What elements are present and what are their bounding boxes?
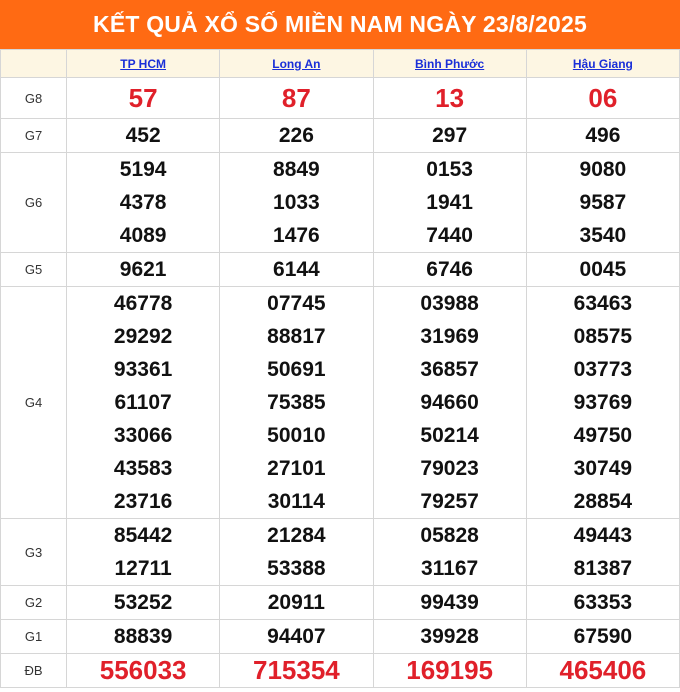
result-number: 43583 bbox=[113, 457, 173, 480]
prize-row bbox=[1, 654, 680, 688]
result-number: 452 bbox=[125, 124, 161, 147]
result-cell bbox=[373, 119, 526, 153]
prize-label: G2 bbox=[1, 586, 67, 620]
result-number: 63353 bbox=[573, 591, 633, 614]
result-cell bbox=[526, 287, 679, 519]
result-number: 6144 bbox=[273, 258, 320, 281]
result-cell bbox=[220, 519, 373, 586]
result-number: 94407 bbox=[267, 625, 326, 648]
result-number: 49443 bbox=[573, 524, 633, 547]
result-number: 13 bbox=[435, 82, 465, 113]
result-number: 39928 bbox=[420, 625, 479, 648]
result-cell bbox=[373, 654, 526, 688]
province-link-binh-phuoc[interactable]: Bình Phước bbox=[415, 56, 485, 71]
result-number: 5194 bbox=[119, 158, 167, 181]
result-cell bbox=[67, 654, 220, 688]
result-number: 27101 bbox=[267, 457, 326, 480]
prize-row bbox=[1, 620, 680, 654]
result-number: 85442 bbox=[113, 524, 173, 547]
result-number: 81387 bbox=[573, 557, 633, 580]
prize-row bbox=[1, 78, 680, 119]
result-cell bbox=[373, 253, 526, 287]
result-number: 08575 bbox=[573, 325, 633, 348]
result-number: 1033 bbox=[273, 191, 320, 214]
result-cell bbox=[526, 586, 679, 620]
result-cell bbox=[220, 654, 373, 688]
prize-row bbox=[1, 519, 680, 586]
result-cell bbox=[373, 153, 526, 253]
result-number: 226 bbox=[278, 124, 314, 147]
result-number: 53252 bbox=[113, 591, 173, 614]
result-cell bbox=[220, 620, 373, 654]
province-link-tp-hcm[interactable]: TP HCM bbox=[120, 56, 167, 71]
prize-row bbox=[1, 287, 680, 519]
prize-row bbox=[1, 119, 680, 153]
result-number: 99439 bbox=[420, 591, 479, 614]
prize-label: G7 bbox=[1, 119, 67, 153]
result-number: 29292 bbox=[113, 325, 173, 348]
result-cell bbox=[526, 153, 679, 253]
result-cell bbox=[67, 519, 220, 586]
result-number: 496 bbox=[585, 124, 621, 147]
result-number: 31167 bbox=[421, 557, 479, 580]
result-cell bbox=[373, 287, 526, 519]
result-cell bbox=[220, 119, 373, 153]
result-cell bbox=[220, 78, 373, 119]
prize-label: G1 bbox=[1, 620, 67, 654]
result-cell bbox=[526, 119, 679, 153]
result-number: 9587 bbox=[579, 191, 627, 214]
result-number: 88817 bbox=[267, 325, 326, 348]
result-number: 07745 bbox=[267, 292, 326, 315]
prize-label: G5 bbox=[1, 253, 67, 287]
result-number: 20911 bbox=[267, 591, 325, 614]
result-number: 88839 bbox=[113, 625, 173, 648]
page-title: KẾT QUẢ XỔ SỐ MIỀN NAM NGÀY 23/8/2025 bbox=[0, 0, 680, 49]
result-number: 06 bbox=[588, 82, 618, 113]
result-cell bbox=[67, 153, 220, 253]
result-number: 297 bbox=[432, 124, 468, 147]
result-cell bbox=[373, 78, 526, 119]
result-number: 30749 bbox=[573, 457, 633, 480]
prize-row bbox=[1, 153, 680, 253]
province-cell bbox=[373, 50, 526, 78]
result-cell bbox=[373, 586, 526, 620]
province-cell bbox=[67, 50, 220, 78]
result-number: 67590 bbox=[573, 625, 633, 648]
results-table bbox=[0, 49, 680, 688]
province-link-hau-giang[interactable]: Hậu Giang bbox=[572, 56, 633, 71]
province-link-long-an[interactable]: Long An bbox=[272, 56, 321, 71]
province-header-row bbox=[1, 50, 680, 78]
result-cell bbox=[220, 153, 373, 253]
prize-label: G6 bbox=[1, 153, 67, 253]
result-number: 1941 bbox=[426, 191, 473, 214]
result-cell bbox=[526, 620, 679, 654]
result-number: 0045 bbox=[579, 258, 627, 281]
result-number: 4089 bbox=[119, 224, 167, 247]
province-cell bbox=[220, 50, 373, 78]
result-number: 21284 bbox=[267, 524, 326, 547]
result-number: 31969 bbox=[420, 325, 479, 348]
result-number: 94660 bbox=[420, 391, 479, 414]
result-number: 03773 bbox=[573, 358, 633, 381]
result-number: 05828 bbox=[420, 524, 479, 547]
result-cell bbox=[67, 253, 220, 287]
result-number: 46778 bbox=[113, 292, 173, 315]
result-number: 33066 bbox=[113, 424, 173, 447]
result-cell bbox=[526, 519, 679, 586]
result-number: 57 bbox=[128, 82, 158, 113]
result-number: 53388 bbox=[267, 557, 326, 580]
result-number: 4378 bbox=[119, 191, 167, 214]
result-cell bbox=[220, 287, 373, 519]
result-number: 79023 bbox=[420, 457, 479, 480]
prize-label: G3 bbox=[1, 519, 67, 586]
result-number: 556033 bbox=[99, 655, 187, 685]
result-number: 7440 bbox=[426, 224, 473, 247]
result-number: 30114 bbox=[267, 490, 325, 513]
result-number: 50214 bbox=[420, 424, 479, 447]
result-cell bbox=[220, 586, 373, 620]
result-cell bbox=[67, 119, 220, 153]
result-number: 715354 bbox=[252, 655, 340, 685]
result-number: 79257 bbox=[420, 490, 479, 513]
prize-label: ĐB bbox=[1, 654, 67, 688]
result-number: 9621 bbox=[119, 258, 167, 281]
result-number: 3540 bbox=[579, 224, 627, 247]
result-cell bbox=[373, 620, 526, 654]
result-number: 63463 bbox=[573, 292, 633, 315]
prize-label: G4 bbox=[1, 287, 67, 519]
result-cell bbox=[220, 253, 373, 287]
result-number: 6746 bbox=[426, 258, 473, 281]
prize-row bbox=[1, 253, 680, 287]
result-cell bbox=[526, 78, 679, 119]
result-cell bbox=[67, 586, 220, 620]
province-cell bbox=[526, 50, 679, 78]
result-number: 93769 bbox=[573, 391, 633, 414]
result-cell bbox=[67, 78, 220, 119]
result-number: 03988 bbox=[420, 292, 479, 315]
result-number: 12711 bbox=[114, 557, 172, 580]
result-number: 9080 bbox=[579, 158, 627, 181]
result-cell bbox=[373, 519, 526, 586]
result-cell bbox=[526, 253, 679, 287]
result-number: 50010 bbox=[267, 424, 326, 447]
result-number: 87 bbox=[281, 82, 311, 113]
result-number: 465406 bbox=[559, 655, 647, 685]
result-number: 75385 bbox=[267, 391, 326, 414]
result-number: 0153 bbox=[426, 158, 473, 181]
result-number: 93361 bbox=[113, 358, 173, 381]
result-number: 61107 bbox=[114, 391, 172, 414]
prize-label: G8 bbox=[1, 78, 67, 119]
result-number: 23716 bbox=[113, 490, 173, 513]
result-cell bbox=[67, 620, 220, 654]
result-number: 50691 bbox=[267, 358, 326, 381]
result-number: 1476 bbox=[273, 224, 320, 247]
result-number: 28854 bbox=[573, 490, 633, 513]
corner-cell bbox=[1, 50, 67, 78]
prize-row bbox=[1, 586, 680, 620]
result-number: 49750 bbox=[573, 424, 633, 447]
result-cell bbox=[526, 654, 679, 688]
result-number: 36857 bbox=[420, 358, 479, 381]
result-number: 8849 bbox=[273, 158, 320, 181]
result-number: 169195 bbox=[406, 655, 493, 685]
result-cell bbox=[67, 287, 220, 519]
